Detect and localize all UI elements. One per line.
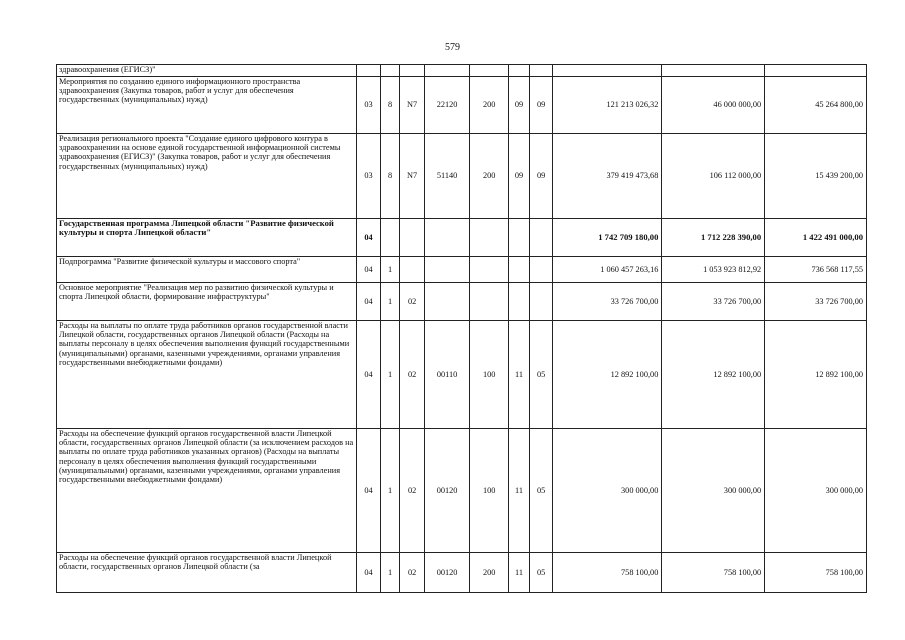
- cell-rz: 09: [509, 77, 530, 134]
- cell-om: 02: [400, 321, 425, 429]
- cell-dir: 00120: [424, 429, 469, 553]
- cell-vr: [470, 283, 509, 321]
- cell-sum-3: 45 264 800,00: [765, 77, 867, 134]
- cell-dir: [424, 219, 469, 257]
- row-name: Государственная программа Липецкой области "Развитие физической культуры и спорта Липецкой области": [57, 219, 357, 257]
- cell-sum-1: 758 100,00: [553, 553, 662, 593]
- row-name: Расходы на обеспечение функций органов государственной власти Липецкой области, государственных органов Липецкой области (за исключением расходов на выплаты по оплате труда работников указанных органов) (Расходы на выплаты персоналу в целях обеспечения выполнения функций государственными (муниципальными) органами, казенными учреждениями, органами управления государственными внебюджетными фондами): [57, 429, 357, 553]
- cell-gp: [357, 65, 381, 77]
- cell-om: N7: [400, 77, 425, 134]
- cell-om: 02: [400, 429, 425, 553]
- cell-rz: 11: [509, 321, 530, 429]
- cell-rz: [509, 257, 530, 283]
- cell-om: [400, 257, 425, 283]
- table-row: [57, 65, 867, 77]
- cell-om: N7: [400, 134, 425, 219]
- cell-sum-1: 33 726 700,00: [553, 283, 662, 321]
- cell-vr: [470, 65, 509, 77]
- cell-pp: [380, 65, 400, 77]
- cell-sum-2: 1 712 228 390,00: [662, 219, 765, 257]
- cell-sum-1: 1 060 457 263,16: [553, 257, 662, 283]
- cell-gp: 04: [357, 283, 381, 321]
- cell-om: [400, 219, 425, 257]
- cell-pp: 8: [380, 134, 400, 219]
- cell-pr: [529, 283, 553, 321]
- table-row: [57, 77, 867, 134]
- cell-om: 02: [400, 553, 425, 593]
- cell-dir: 51140: [424, 134, 469, 219]
- cell-sum-2: 46 000 000,00: [662, 77, 765, 134]
- cell-rz: 11: [509, 553, 530, 593]
- cell-vr: [470, 257, 509, 283]
- cell-pr: 05: [529, 553, 553, 593]
- cell-dir: 00120: [424, 553, 469, 593]
- cell-sum-1: 1 742 709 180,00: [553, 219, 662, 257]
- cell-dir: [424, 65, 469, 77]
- cell-sum-1: 300 000,00: [553, 429, 662, 553]
- cell-gp: 04: [357, 219, 381, 257]
- cell-om: 02: [400, 283, 425, 321]
- cell-gp: 04: [357, 553, 381, 593]
- cell-sum-3: 15 439 200,00: [765, 134, 867, 219]
- cell-sum-3: [765, 65, 867, 77]
- cell-rz: [509, 219, 530, 257]
- cell-gp: 03: [357, 134, 381, 219]
- table-row: [57, 321, 867, 429]
- table-row: [57, 219, 867, 257]
- cell-sum-2: 106 112 000,00: [662, 134, 765, 219]
- cell-rz: [509, 283, 530, 321]
- row-name: Расходы на выплаты по оплате труда работников органов государственной власти Липецкой области, государственных органов Липецкой области (Расходы на выплаты персоналу в целях обеспечения выполнения функций государственными (муниципальными) органами, казенными учреждениями, органами управления государственными внебюджетными фондами): [57, 321, 357, 429]
- row-name: здравоохранения (ЕГИСЗ)": [57, 65, 357, 77]
- cell-sum-2: [662, 65, 765, 77]
- table-row: [57, 134, 867, 219]
- cell-rz: 09: [509, 134, 530, 219]
- cell-pp: 1: [380, 429, 400, 553]
- table-row: [57, 553, 867, 593]
- cell-pr: 09: [529, 134, 553, 219]
- cell-sum-2: 33 726 700,00: [662, 283, 765, 321]
- table-row: [57, 283, 867, 321]
- cell-sum-3: 33 726 700,00: [765, 283, 867, 321]
- cell-sum-2: 300 000,00: [662, 429, 765, 553]
- table-row: [57, 257, 867, 283]
- cell-sum-1: 379 419 473,68: [553, 134, 662, 219]
- cell-sum-1: [553, 65, 662, 77]
- page-number: 579: [445, 42, 460, 53]
- row-name: Расходы на обеспечение функций органов государственной власти Липецкой области, государственных органов Липецкой области (за: [57, 553, 357, 593]
- cell-pp: 1: [380, 321, 400, 429]
- cell-sum-1: 121 213 026,32: [553, 77, 662, 134]
- cell-dir: [424, 257, 469, 283]
- cell-sum-3: 300 000,00: [765, 429, 867, 553]
- cell-vr: [470, 219, 509, 257]
- cell-rz: 11: [509, 429, 530, 553]
- cell-pr: 09: [529, 77, 553, 134]
- table-row: [57, 429, 867, 553]
- cell-pp: 1: [380, 257, 400, 283]
- cell-vr: 200: [470, 77, 509, 134]
- cell-pr: 05: [529, 321, 553, 429]
- row-name: Подпрограмма "Развитие физической культуры и массового спорта": [57, 257, 357, 283]
- cell-dir: 22120: [424, 77, 469, 134]
- budget-table: [56, 64, 867, 593]
- cell-pp: 8: [380, 77, 400, 134]
- cell-sum-1: 12 892 100,00: [553, 321, 662, 429]
- cell-vr: 200: [470, 553, 509, 593]
- cell-gp: 04: [357, 257, 381, 283]
- cell-pp: 1: [380, 553, 400, 593]
- cell-pr: [529, 257, 553, 283]
- cell-sum-2: 758 100,00: [662, 553, 765, 593]
- cell-sum-3: 736 568 117,55: [765, 257, 867, 283]
- cell-sum-3: 12 892 100,00: [765, 321, 867, 429]
- cell-gp: 03: [357, 77, 381, 134]
- cell-sum-3: 758 100,00: [765, 553, 867, 593]
- cell-gp: 04: [357, 429, 381, 553]
- cell-vr: 200: [470, 134, 509, 219]
- row-name: Реализация регионального проекта "Создание единого цифрового контура в здравоохранении на основе единой государственной информационной системы здравоохранения (ЕГИСЗ)" (Закупка товаров, работ и услуг для обеспечения государственных (муниципальных) нужд): [57, 134, 357, 219]
- cell-pr: [529, 219, 553, 257]
- cell-rz: [509, 65, 530, 77]
- cell-sum-2: 1 053 923 812,92: [662, 257, 765, 283]
- cell-om: [400, 65, 425, 77]
- cell-pp: 1: [380, 283, 400, 321]
- cell-pp: [380, 219, 400, 257]
- table-body: [57, 65, 867, 593]
- cell-dir: [424, 283, 469, 321]
- cell-dir: 00110: [424, 321, 469, 429]
- cell-pr: 05: [529, 429, 553, 553]
- cell-sum-2: 12 892 100,00: [662, 321, 765, 429]
- cell-vr: 100: [470, 321, 509, 429]
- cell-sum-3: 1 422 491 000,00: [765, 219, 867, 257]
- cell-gp: 04: [357, 321, 381, 429]
- cell-vr: 100: [470, 429, 509, 553]
- row-name: Мероприятия по созданию единого информационного пространства здравоохранения (Закупка товаров, работ и услуг для обеспечения государственных (муниципальных) нужд): [57, 77, 357, 134]
- cell-pr: [529, 65, 553, 77]
- row-name: Основное мероприятие "Реализация мер по развитию физической культуры и спорта Липецкой области, формирование инфраструктуры": [57, 283, 357, 321]
